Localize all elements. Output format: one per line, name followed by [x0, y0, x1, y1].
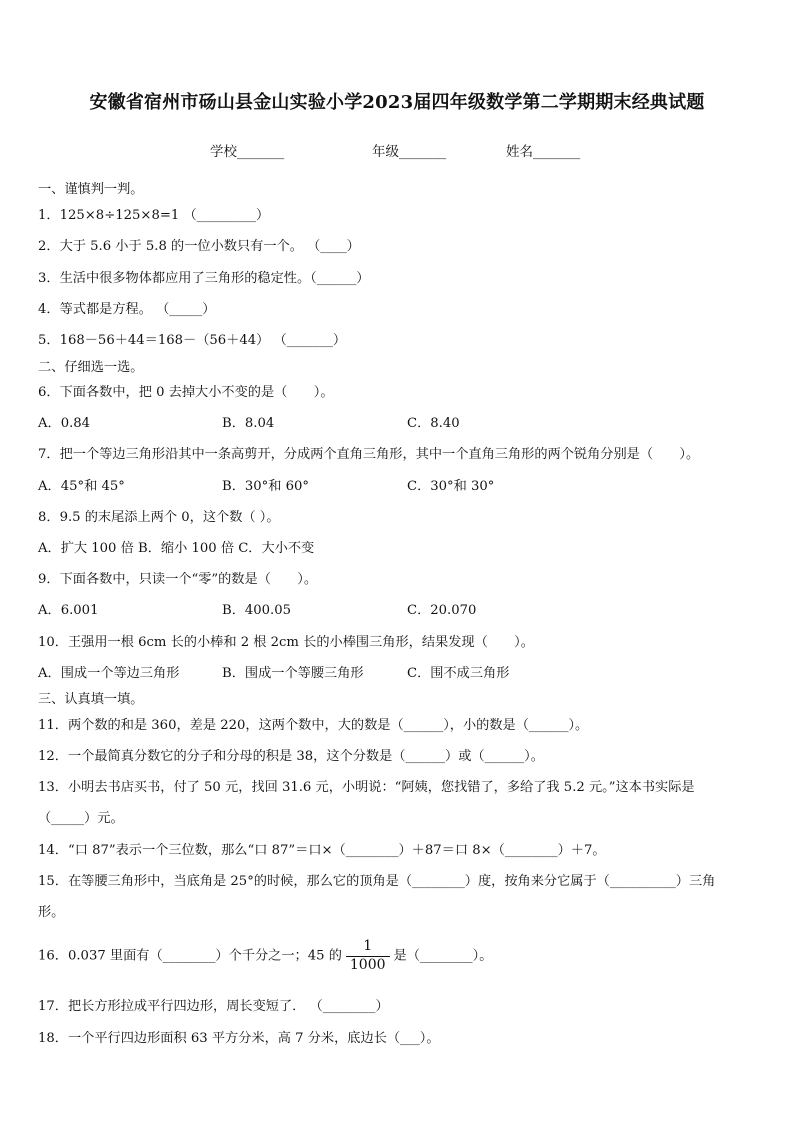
section-1-heading: 一、谨慎判一判。: [38, 182, 144, 197]
section-2-heading: 二、仔细选一选。: [38, 360, 144, 375]
option-c: C．围不成三角形: [407, 666, 510, 681]
question-18: 18．一个平行四边形面积 63 平方分米，高 7 分米，底边长（___）。: [38, 1031, 440, 1046]
question-7: 7．把一个等边三角形沿其中一条高剪开，分成两个直角三角形，其中一个直角三角形的两个锐角分别是（ ）。: [38, 447, 700, 462]
question-13: 13．小明去书店买书，付了 50 元，找回 31.6 元，小明说：“阿姨，您找错了，多给了我 5.2 元。”这本书实际是: [38, 780, 695, 795]
option-a: A．6.001: [38, 603, 99, 618]
question-2: 2．大于 5.6 小于 5.8 的一位小数只有一个。 （____）: [38, 239, 360, 254]
question-8: 8．9.5 的末尾添上两个 0，这个数（ ）。: [38, 510, 280, 525]
question-16-text-before: 16．0.037 里面有（________）个千分之一；45 的: [38, 948, 342, 964]
grade-field: 年级_______: [372, 144, 447, 160]
question-12: 12．一个最简真分数它的分子和分母的积是 38，这个分数是（______）或（______）。: [38, 749, 544, 764]
option-c: C．30°和 30°: [407, 479, 495, 494]
option-a: A．45°和 45°: [38, 479, 125, 494]
page-title: 安徽省宿州市砀山县金山实验小学2023届四年级数学第二学期期末经典试题: [89, 92, 705, 113]
question-4: 4．等式都是方程。 （_____）: [38, 302, 216, 317]
fraction-denominator: 1000: [346, 956, 390, 975]
question-15-continued: 形。: [38, 905, 65, 920]
option-a: A．0.84: [38, 416, 91, 431]
question-1: 1．125×8÷125×8=1 （_________）: [38, 208, 270, 223]
question-11: 11．两个数的和是 360，差是 220，这两个数中，大的数是（______），小的数是（______）。: [38, 718, 589, 733]
option-a: A．围成一个等边三角形: [38, 666, 180, 681]
option-b: B．30°和 60°: [222, 479, 310, 494]
option-b: B．8.04: [222, 416, 275, 431]
fraction: [346, 938, 390, 974]
question-9: 9．下面各数中，只读一个“零”的数是（ ）。: [38, 572, 318, 587]
option-b: B．400.05: [222, 603, 292, 618]
question-17: 17．把长方形拉成平行四边形，周长变短了． （________）: [38, 999, 389, 1014]
question-5: 5．168－56＋44＝168－（56＋44） （_______）: [38, 333, 347, 348]
fraction-numerator: 1: [363, 938, 373, 954]
question-6: 6．下面各数中，把 0 去掉大小不变的是（ ）。: [38, 385, 334, 400]
section-3-heading: 三、认真填一填。: [38, 692, 144, 707]
option-c: C．8.40: [407, 416, 460, 431]
question-13-continued: （_____）元。: [38, 811, 124, 826]
name-field: 姓名_______: [506, 144, 581, 160]
school-field: 学校_______: [210, 144, 285, 160]
question-10: 10．王强用一根 6cm 长的小棒和 2 根 2cm 长的小棒围三角形，结果发现（ ）。: [38, 635, 534, 650]
question-15: 15．在等腰三角形中，当底角是 25°的时候，那么它的顶角是（________）度，按角来分它属于（__________）三角: [38, 874, 716, 889]
question-16: [38, 938, 764, 974]
question-14: 14．“口 87”表示一个三位数，那么“口 87”＝口×（________）＋87＝口 8×（________）＋7。: [38, 843, 606, 858]
question-3: 3．生活中很多物体都应用了三角形的稳定性。（______）: [38, 271, 370, 286]
question-8-options: A．扩大 100 倍 B．缩小 100 倍 C．大小不变: [38, 541, 315, 556]
option-c: C．20.070: [407, 603, 477, 618]
option-b: B．围成一个等腰三角形: [222, 666, 364, 681]
question-16-text-after: 是（________）。: [393, 948, 493, 964]
